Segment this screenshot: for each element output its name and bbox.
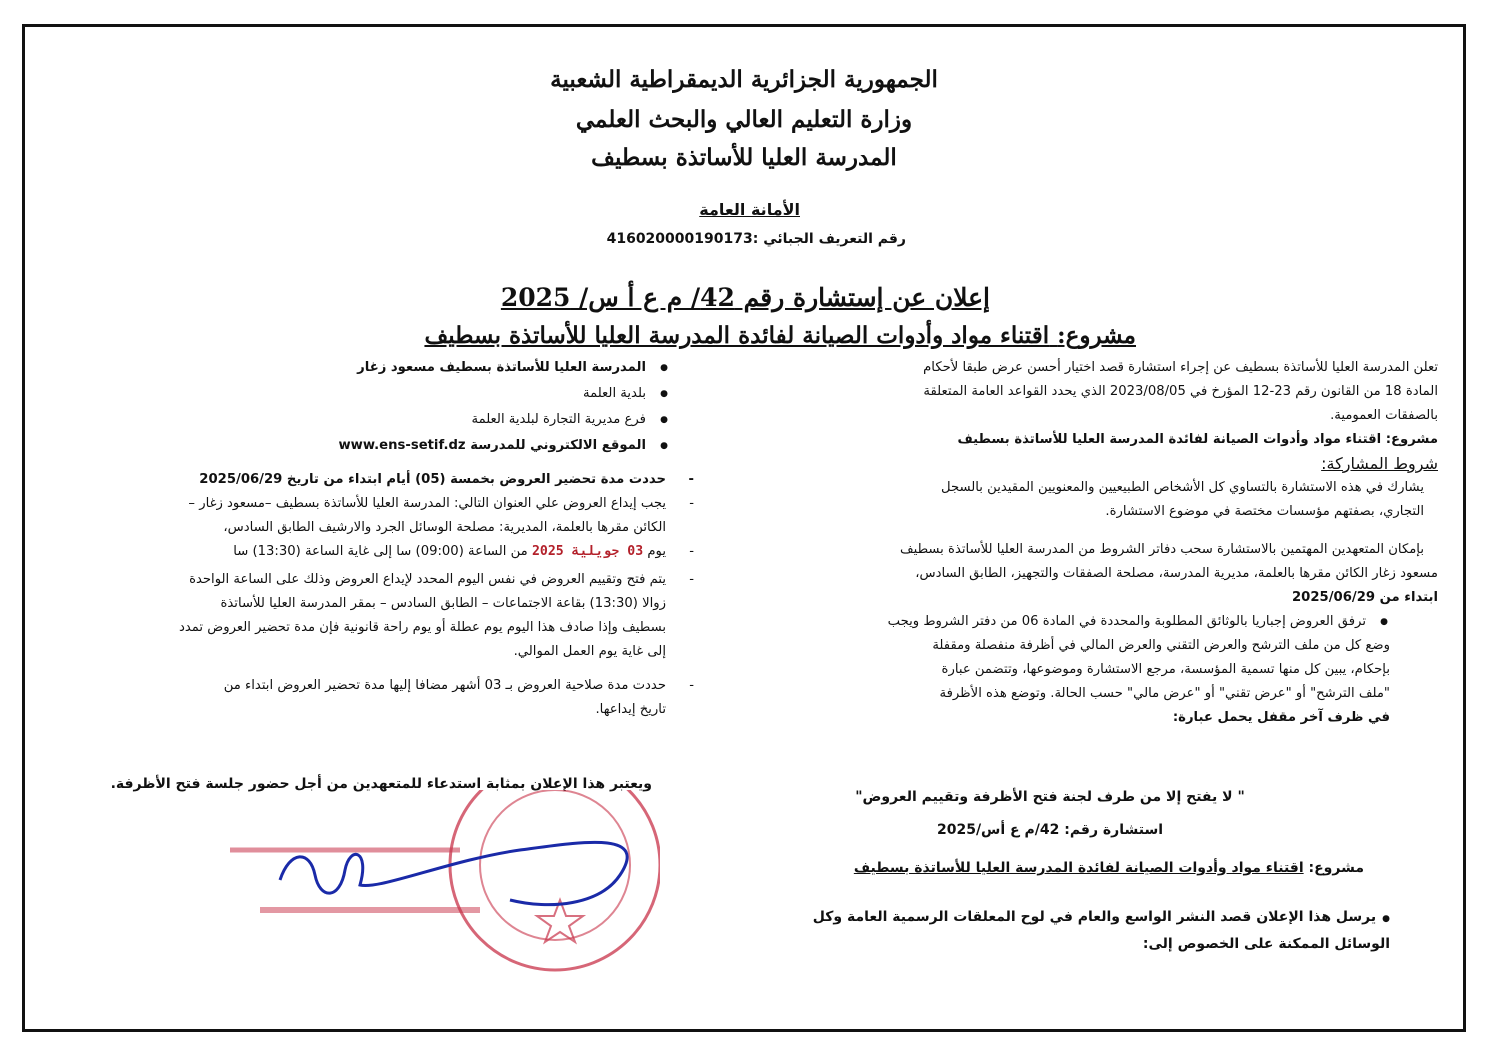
deposit-item: - يجب إيداع العروض علي العنوان التالي: المدرسة العليا للأساتذة بسطيف –مسعود زغار – الكائن مقرها بالعلمة، المديرية: مصلحة الوسائل الجرد والارشيف الطابق السادس، — [62, 492, 666, 540]
specs-line-2: مسعود زغار الكائن مقرها بالعلمة، مديرية المدرسة، مصلحة الصفقات والتجهيز، الطابق السادس، — [915, 566, 1438, 581]
conditions-title: شروط المشاركة: — [1321, 454, 1438, 473]
official-stamp — [220, 790, 660, 990]
project-text: اقتناء مواد وأدوات الصيانة لفائدة المدرسة العليا للأساتذة بسطيف — [424, 322, 1050, 349]
envelope-project-text: اقتناء مواد وأدوات الصيانة لفائدة المدرسة العليا للأساتذة بسطيف — [853, 860, 1304, 876]
recipient-website: ● الموقع الالكتروني للمدرسة www.ens-setif.dz — [62, 434, 646, 458]
envelope-project-label: مشروع: — [1308, 860, 1364, 876]
envelope-project — [780, 860, 1364, 876]
announcement-title: إعلان عن إستشارة رقم 42/ م ع أ س/ 2025 — [500, 283, 990, 312]
condition-line-1: يشارك في هذه الاستشارة بالتساوي كل الأشخاص الطبيعيين والمعنويين المقيدين بالسجل — [941, 480, 1424, 495]
stamp-star-icon — [537, 900, 583, 942]
envelope-quote: " لا يفتح إلا من طرف لجنة فتح الأظرفة وتقييم العروض" — [855, 789, 1245, 805]
publish-line-2: الوسائل الممكنة على الخصوص إلى: — [1142, 936, 1390, 952]
intro-line-3: بالصفقات العمومية. — [1330, 408, 1438, 423]
bullet-line-1: ● ترفق العروض إجباريا بالوثائق المطلوبة والمحددة في المادة 06 من دفتر الشروط ويجب — [887, 614, 1366, 629]
bullet-attachments — [748, 610, 1366, 634]
project-line: مشروع: اقتناء مواد وأدوات الصيانة لفائدة المدرسة العليا للأساتذة بسطيف — [957, 432, 1438, 447]
bullet-line-3: بإحكام، يبين كل منها تسمية المؤسسة، مرجع الاستشارة وموضوعها، وتتضمن عبارة — [941, 662, 1390, 677]
specs-line-1: بإمكان المتعهدين المهتمين بالاستشارة سحب دفاتر الشروط من المدرسة العليا للأساتذة بسطيف — [899, 542, 1424, 557]
left-column — [62, 356, 696, 722]
project-title — [348, 322, 1136, 349]
date-stamp: 03 جويلية 2025 — [531, 544, 644, 559]
publish-line-1: يرسل هذا الإعلان قصد النشر الواسع والعام في لوح المعلقات الرسمية العامة وكل — [812, 909, 1377, 925]
header-ministry: وزارة التعليم العالي والبحث العلمي — [575, 106, 913, 133]
recipient-school: ● المدرسة العليا للأساتذة بسطيف مسعود زغار — [62, 356, 646, 380]
closing-note: ويعتبر هذا الإعلان بمثابة استدعاء للمتعهدين من أجل حضور جلسة فتح الأظرفة. — [110, 776, 652, 792]
consultation-ref: استشارة رقم: 42/م ع أس/2025 — [936, 822, 1164, 838]
deposit-date-item: - يوم 03 جويلية 2025 من الساعة (09:00) سا إلى غاية الساعة (13:30) سا — [62, 540, 666, 564]
right-column — [748, 356, 1438, 730]
recipient-municipality: ● بلدية العلمة — [62, 382, 646, 406]
deadline-item: - حددت مدة تحضير العروض بخمسة (05) أيام ابتداء من تاريخ 2025/06/29 — [62, 468, 666, 492]
condition-line-2: التجاري، بصفتهم مؤسسات مختصة في موضوع الاستشارة. — [1105, 504, 1424, 519]
stamp-inner-ring — [480, 790, 630, 940]
bullet-line-5: في ظرف آخر مقفل يحمل عبارة: — [1172, 710, 1390, 725]
bullet-line-2: وضع كل من ملف الترشح والعرض التقني والعرض المالي في أظرفة منفصلة ومقفلة — [932, 638, 1390, 653]
header-tax-id: رقم التعريف الجبائي :416020000190173 — [606, 231, 906, 247]
opening-item: - يتم فتح وتقييم العروض في نفس اليوم المحدد لإيداع العروض وذلك على الساعة الواحدة زوالا (13:30) بقاعة الاجتماعات – الطابق السادس – بمقر المدرسة العليا للأساتذة بسطيف وإذا صادف هذا اليوم يوم عطلة أو يوم راحة قانونية فإن مدة تحضير العروض تمدد إلى غاية يوم العمل الموالي. — [62, 568, 666, 664]
header-republic: الجمهورية الجزائرية الديمقراطية الشعبية — [550, 66, 938, 93]
validity-item: - حددت مدة صلاحية العروض بـ 03 أشهر مضافا إليها مدة تحضير العروض ابتداء من تاريخ إيداعها. — [62, 674, 666, 722]
header-school: المدرسة العليا للأساتذة بسطيف — [591, 144, 897, 171]
header-department: الأمانة العامة — [699, 200, 800, 219]
project-label: مشروع: — [1057, 322, 1136, 349]
intro-line-1: تعلن المدرسة العليا للأساتذة بسطيف عن إجراء استشارة قصد اختيار أحسن عرض طبقا لأحكام — [923, 360, 1438, 375]
intro-line-2: المادة 18 من القانون رقم 23-12 المؤرخ في 2023/08/05 الذي يحدد القواعد العامة المتعلقة — [923, 384, 1438, 399]
publish-note: ●يرسل هذا الإعلان قصد النشر الواسع والعام في لوح المعلقات الرسمية العامة وكل الوسائل الممكنة على الخصوص إلى: — [812, 909, 1390, 952]
recipient-commerce: ● فرع مديرية التجارة لبلدية العلمة — [62, 408, 646, 432]
bullet-line-4: "ملف الترشح" أو "عرض تقني" أو "عرض مالي" حسب الحالة. وتوضع هذه الأظرفة — [939, 686, 1390, 701]
specs-line-3: ابتداء من 2025/06/29 — [1292, 590, 1438, 605]
